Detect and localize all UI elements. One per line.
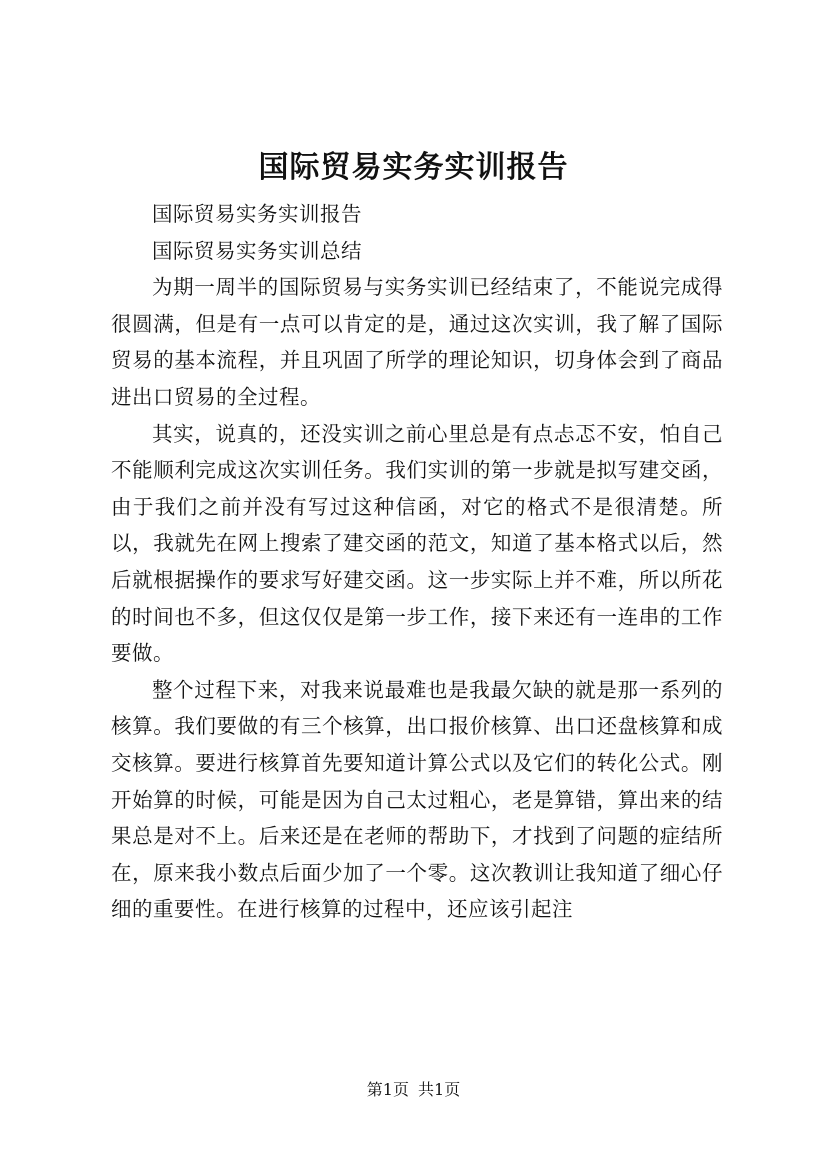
paragraph-subtitle-summary: 国际贸易实务实训总结 (152, 238, 362, 263)
page-footer (0, 1078, 827, 1102)
paragraph-subtitle-report: 国际贸易实务实训报告 (152, 202, 362, 226)
document-body (111, 196, 723, 928)
page-number: 第1页 (366, 1080, 409, 1099)
paragraph-intro: 为期一周半的国际贸易与实务实训已经结束了，不能说完成得很圆满，但是有一点可以肯定的是，通过这次实训，我了解了国际贸易的基本流程，并且巩固了所学的理论知识，切身体会到了商品进出口贸易的全过程。 (111, 275, 723, 409)
document-title: 国际贸易实务实训报告 (258, 150, 569, 185)
paragraph-first-step: 其实，说真的，还没实训之前心里总是有点忐忑不安，怕自己不能顺利完成这次实训任务。我们实训的第一步就是拟写建交函，由于我们之前并没有写过这种信函，对它的格式不是很清楚。所以，我就先在网上搜索了建交函的范文，知道了基本格式以后，然后就根据操作的要求写好建交函。这一步实际上并不难，所以所花的时间也不多，但这仅仅是第一步工作，接下来还有一连串的工作要做。 (111, 421, 723, 666)
paragraph-calculations: 整个过程下来，对我来说最难也是我最欠缺的就是那一系列的核算。我们要做的有三个核算，出口报价核算、出口还盘核算和成交核算。要进行核算首先要知道计算公式以及它们的转化公式。刚开始算的时候，可能是因为自己太过粗心，老是算错，算出来的结果总是对不上。后来还是在老师的帮助下，才找到了问题的症结所在，原来我小数点后面少加了一个零。这次教训让我知道了细心仔细的重要性。在进行核算的过程中，还应该引起注 (111, 677, 723, 922)
page-total: 共1页 (418, 1080, 461, 1099)
